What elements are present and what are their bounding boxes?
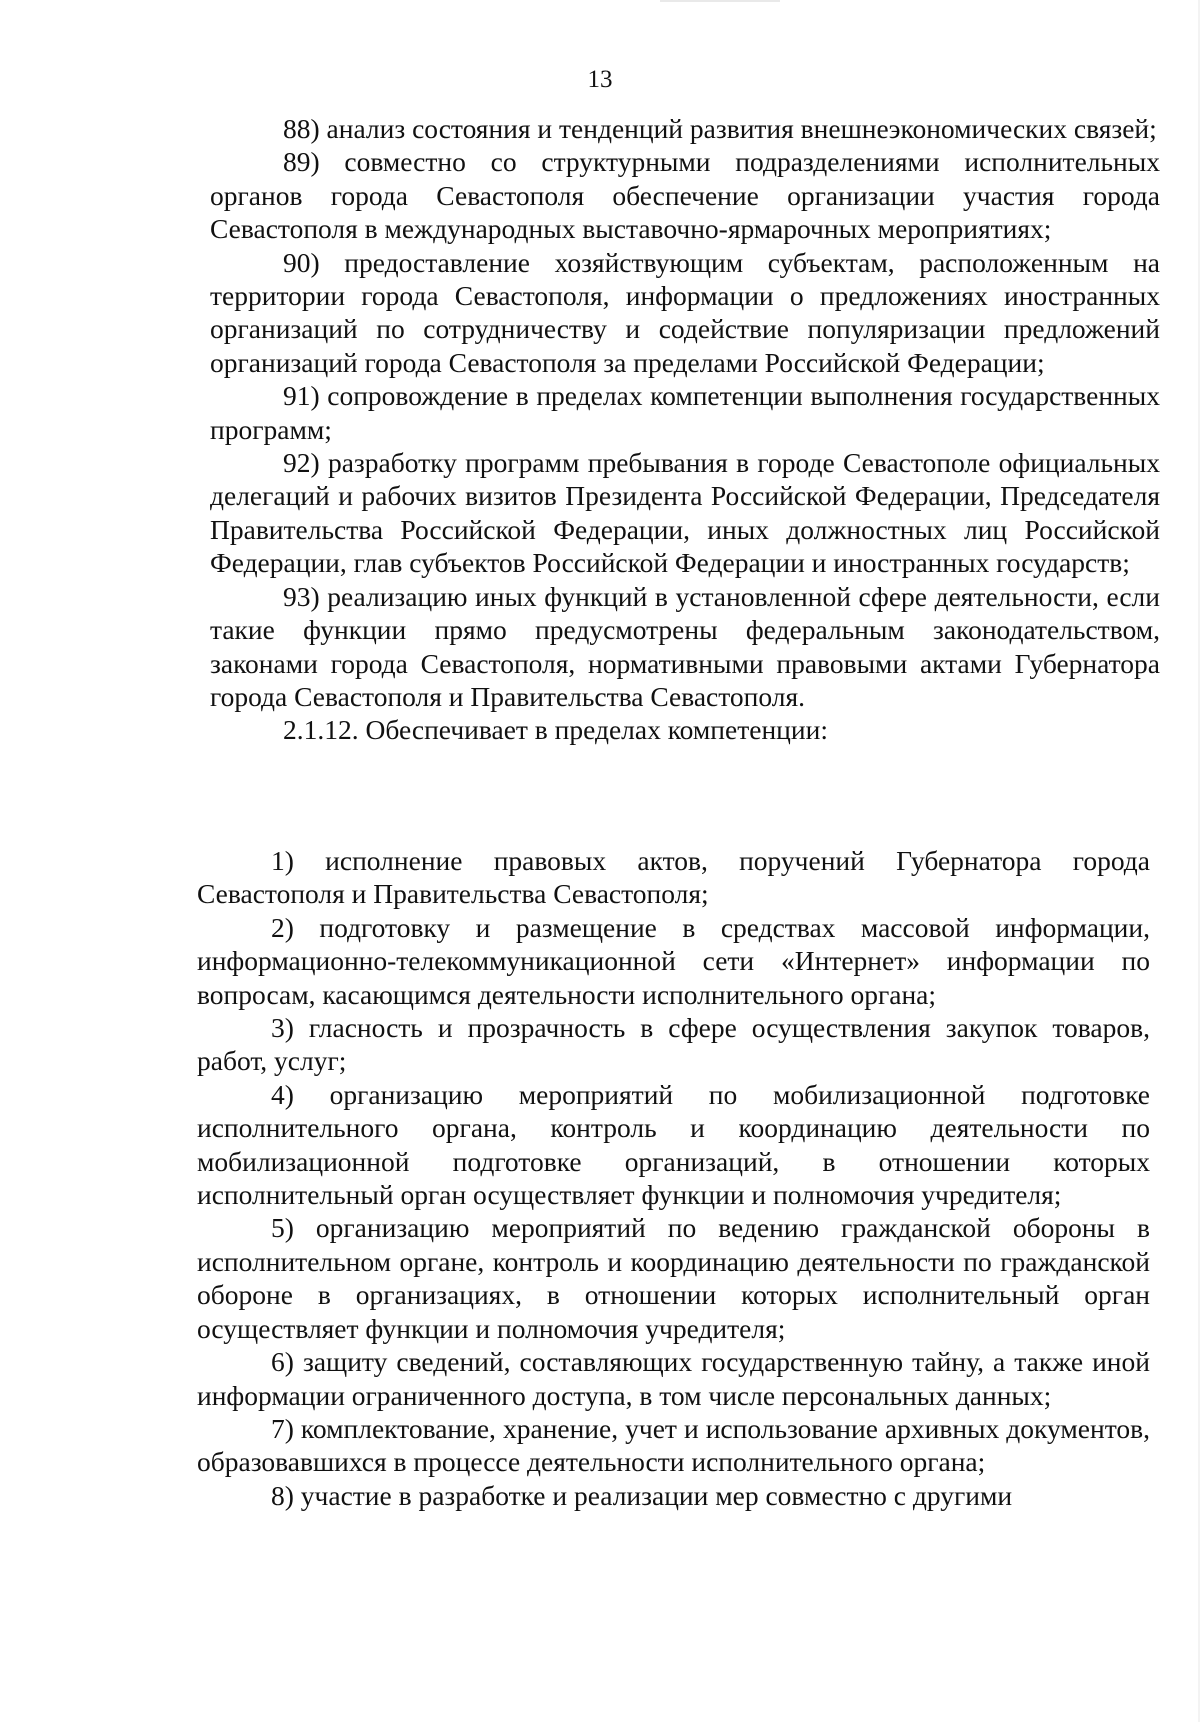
list-item-1: 1) исполнение правовых актов, поручений Губернатора города Севастополя и Правительства Севастополя;: [197, 845, 1150, 910]
list-item-4: 4) организацию мероприятий по мобилизационной подготовке исполнительного органа, контроль и координацию деятельности по мобилизационной подготовке организаций, в отношении которых исполнительный орган осуществляет функции и полномочия учредителя;: [197, 1078, 1150, 1211]
paragraph-91: 91) сопровождение в пределах компетенции выполнения государственных программ;: [210, 380, 1160, 445]
list-item-7: 7) комплектование, хранение, учет и использование архивных документов, образовавшихся в процессе деятельности исполнительного органа;: [197, 1412, 1150, 1478]
paragraph-92: 92) разработку программ пребывания в городе Севастополе официальных делегаций и рабочих визитов Президента Российской Федерации, Председателя Правительства Российской Федерации, иных должностных лиц Российской Федерации, глав субъектов Российской Федерации и иностранных государств;: [210, 447, 1160, 579]
paragraph-88: 88) анализ состояния и тенденций развития внешнеэкономических связей;: [283, 113, 1157, 144]
text-block-upper: [210, 112, 1160, 747]
list-item-8: 8) участие в разработке и реализации мер совместно с другими: [271, 1479, 1013, 1511]
list-item-2: 2) подготовку и размещение в средствах массовой информации, информационно-телекоммуникационной сети «Интернет» информации по вопросам, касающимся деятельности исполнительного органа;: [197, 911, 1150, 1010]
page-number: 13: [587, 66, 613, 93]
section-heading-2-1-12: 2.1.12. Обеспечивает в пределах компетенции:: [283, 714, 828, 746]
list-item-3: 3) гласность и прозрачность в сфере осуществления закупок товаров, работ, услуг;: [197, 1012, 1150, 1077]
list-item-5: 5) организацию мероприятий по ведению гражданской обороны в исполнительном органе, контроль и координацию деятельности по гражданской обороне в организациях, в отношении которых исполнительный орган осуществляет функции и полномочия учредителя;: [197, 1212, 1150, 1344]
scan-artifact: [660, 0, 780, 2]
paragraph-89: 89) совместно со структурными подразделениями исполнительных органов города Севастополя обеспечение организации участия города Севастополя в международных выставочно-ярмарочных мероприятиях;: [210, 146, 1160, 245]
list-item-6: 6) защиту сведений, составляющих государственную тайну, а также иной информации ограниченного доступа, в том числе персональных данных;: [197, 1346, 1150, 1411]
text-block-lower: [197, 844, 1150, 1512]
paragraph-90: 90) предоставление хозяйствующим субъектам, расположенным на территории города Севастополя, информации о предложениях иностранных организаций по сотрудничеству и содействие популяризации предложений организаций города Севастополя за пределами Российской Федерации;: [210, 246, 1160, 378]
paragraph-93: 93) реализацию иных функций в установленной сфере деятельности, если такие функции прямо предусмотрены федеральным законодательством, законами города Севастополя, нормативными правовыми актами Губернатора города Севастополя и Правительства Севастополя.: [210, 580, 1160, 712]
